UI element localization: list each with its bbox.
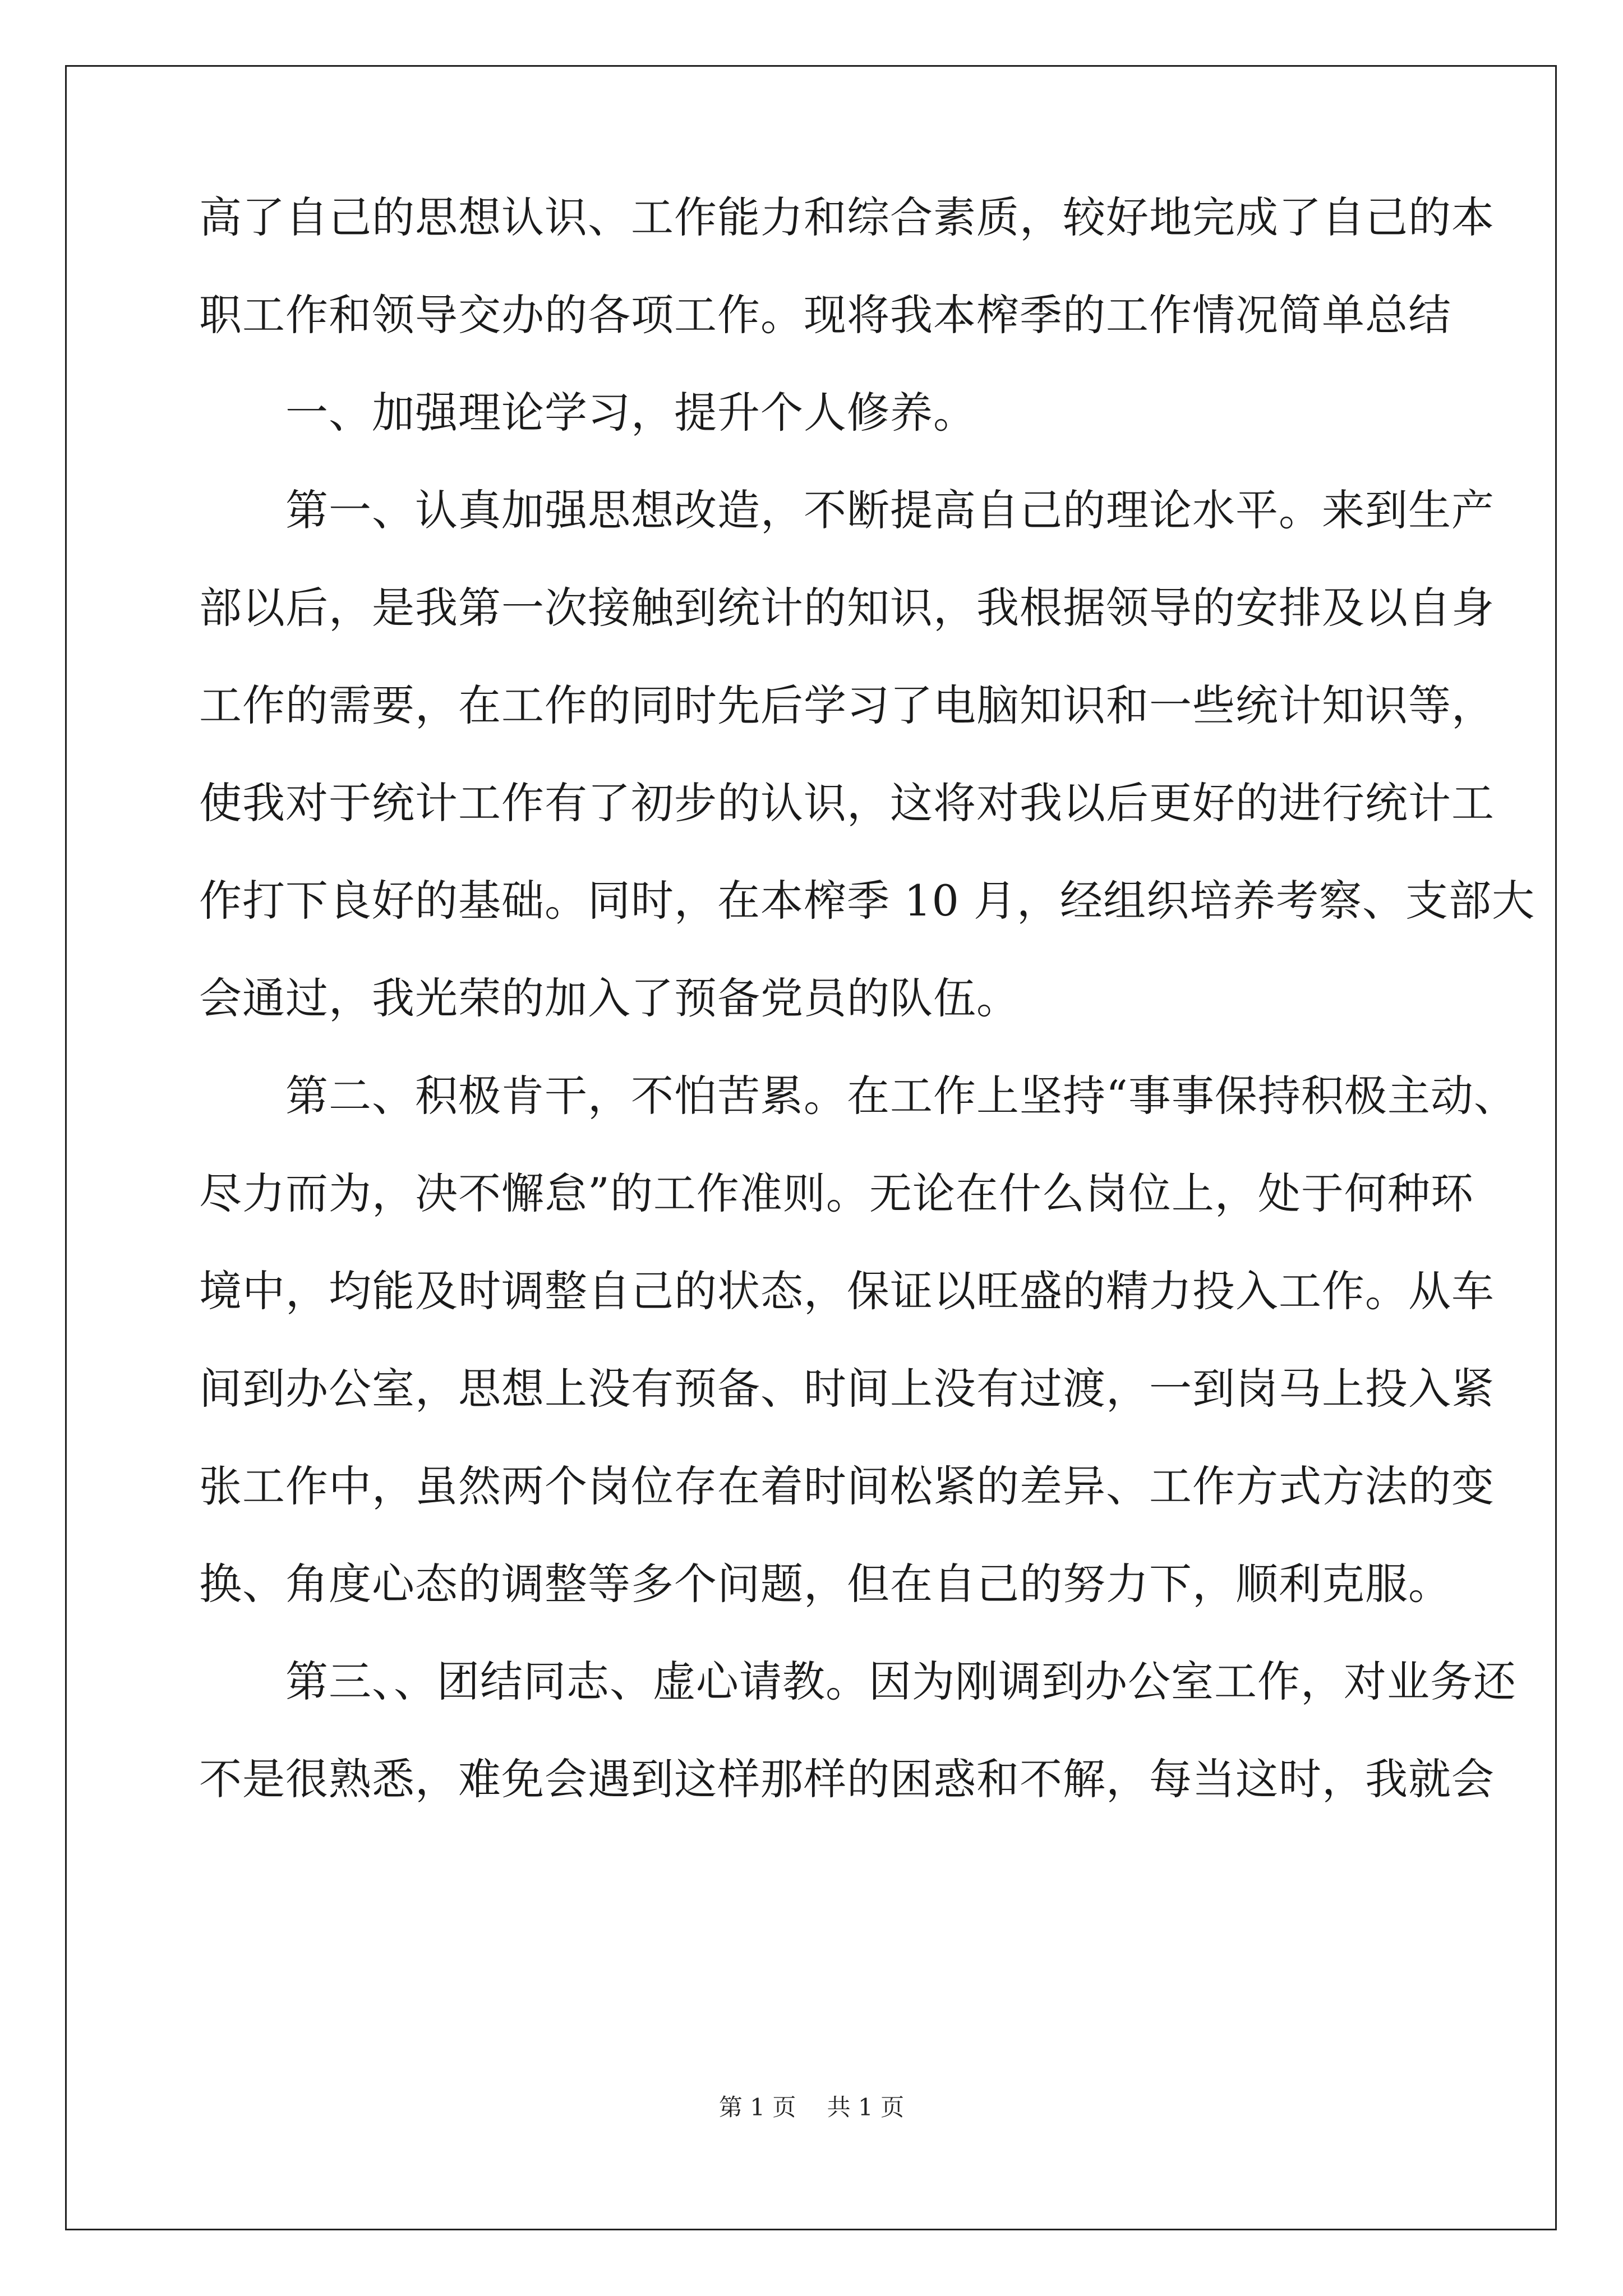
text-line: 第一、认真加强思想改造，不断提高自己的理论水平。来到生产: [199, 485, 1495, 535]
text-line: 职工作和领导交办的各项工作。现将我本榨季的工作情况简单总结: [199, 290, 1451, 340]
text-line: 第二、积极肯干，不怕苦累。在工作上坚持“事事保持积极主动、: [199, 1071, 1517, 1121]
text-line: 换、角度心态的调整等多个问题，但在自己的努力下，顺利克服。: [199, 1559, 1451, 1609]
text-line: 不是很熟悉，难免会遇到这样那样的困惑和不解，每当这时，我就会: [199, 1754, 1495, 1804]
text-line: 间到办公室，思想上没有预备、时间上没有过渡，一到岗马上投入紧: [199, 1364, 1495, 1414]
page-footer: 第 1 页 共 1 页: [718, 2093, 905, 2121]
text-line: 工作的需要，在工作的同时先后学习了电脑知识和一些统计知识等，: [199, 680, 1495, 730]
text-line: 境中，均能及时调整自己的状态，保证以旺盛的精力投入工作。从车: [199, 1266, 1495, 1316]
section-heading: 一、加强理论学习，提升个人修养。: [199, 388, 976, 438]
document-body: [199, 192, 1536, 1856]
text-line: 张工作中，虽然两个岗位存在着时间松紧的差异、工作方式方法的变: [199, 1461, 1495, 1511]
text-line: 高了自己的思想认识、工作能力和综合素质，较好地完成了自己的本: [199, 192, 1495, 242]
text-line: 尽力而为，决不懈怠”的工作准则。无论在什么岗位上，处于何种环: [199, 1168, 1474, 1218]
text-line: 作打下良好的基础。同时，在本榨季 10 月，经组织培养考察、支部大: [199, 876, 1536, 926]
text-line: 使我对于统计工作有了初步的认识，这将对我以后更好的进行统计工: [199, 778, 1495, 828]
text-line: 第三、、团结同志、虚心请教。因为刚调到办公室工作，对业务还: [199, 1657, 1516, 1706]
text-line: 部以后，是我第一次接触到统计的知识，我根据领导的安排及以自身: [199, 583, 1495, 633]
text-line: 会通过，我光荣的加入了预备党员的队伍。: [199, 973, 1020, 1023]
